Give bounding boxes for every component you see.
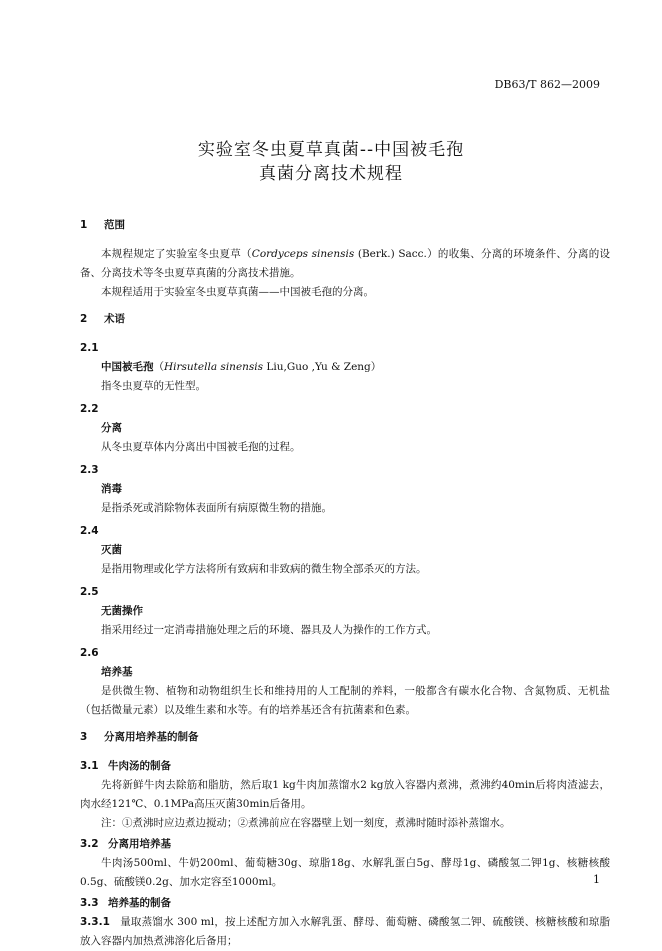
beef-broth-paragraph: 先将新鲜牛肉去除筋和脂肪，然后取1 kg牛肉加蒸馏水2 kg放入容器内煮沸，煮沸约40min后将肉渣滤去，肉水经121℃、0.1MPa高压灭菌30min后备用。 <box>80 779 610 810</box>
latin-name: Cordyceps sinensis <box>251 248 355 260</box>
term-entry <box>80 339 610 396</box>
term-number: 2.5 <box>80 586 99 598</box>
subsection-title: 培养基的制备 <box>108 897 171 909</box>
subsection-3-2-heading <box>80 835 610 854</box>
title-line-2: 真菌分离技术规程 <box>259 164 403 184</box>
section-1-heading <box>80 216 610 235</box>
subsection-3-3-heading <box>80 894 610 913</box>
term-number: 2.1 <box>80 342 99 354</box>
scope-paragraph-1 <box>80 245 610 283</box>
document-title <box>0 138 662 186</box>
subsection-number: 3.1 <box>80 760 99 772</box>
subsection-title: 分离用培养基 <box>108 838 171 850</box>
subsection-number: 3.2 <box>80 838 99 850</box>
document-body <box>80 214 610 951</box>
title-line-1: 实验室冬虫夏草真菌--中国被毛孢 <box>197 140 465 160</box>
term-name: 培养基 <box>101 666 133 678</box>
term-name: 灭菌 <box>101 544 122 556</box>
term-definition: 是指杀死或消除物体表面所有病原微生物的措施。 <box>101 502 332 514</box>
beef-broth-note: 注：①煮沸时应边煮边搅动；②煮沸前应在容器壁上划一刻度，煮沸时随时添补蒸馏水。 <box>101 817 511 829</box>
term-entry <box>80 644 610 720</box>
term-entry <box>80 522 610 579</box>
clause-3-3-1 <box>80 913 610 951</box>
section-title: 范围 <box>104 219 125 231</box>
scope-paragraph-2: 本规程适用于实验室冬虫夏草真菌——中国被毛孢的分离。 <box>101 286 374 298</box>
section-3-heading <box>80 728 610 747</box>
term-definition: 是供微生物、植物和动物组织生长和维持用的人工配制的养料，一般都含有碳水化合物、含氮物质、无机盐（包括微量元素）以及维生素和水等。有的培养基还含有抗菌素和色素。 <box>80 685 610 716</box>
text-span: 中国被毛孢 <box>101 361 154 373</box>
section-2-heading <box>80 310 610 329</box>
term-number: 2.6 <box>80 647 99 659</box>
term-number: 2.4 <box>80 525 99 537</box>
subsection-3-1-heading <box>80 757 610 776</box>
term-definition: 指冬虫夏草的无性型。 <box>101 380 206 392</box>
latin-name: Hirsutella sinensis <box>164 361 264 373</box>
term-definition: 是指用物理或化学方法将所有致病和非致病的微生物全部杀灭的方法。 <box>101 563 427 575</box>
term-name: 无菌操作 <box>101 605 143 617</box>
term-entry <box>80 461 610 518</box>
section-title: 分离用培养基的制备 <box>104 731 199 743</box>
page-number: 1 <box>593 873 600 886</box>
clause-text: 量取蒸馏水 300 ml，按上述配方加入水解乳蛋、酵母、葡萄糖、磷酸氢二钾、硫酸镁、核糖核酸和琼脂放入容器内加热煮沸溶化后备用； <box>80 916 610 947</box>
section-number: 2 <box>80 313 88 325</box>
section-number: 1 <box>80 219 88 231</box>
text-span: Liu,Guo ,Yu & Zeng） <box>263 361 382 373</box>
doc-number: DB63/T 862—2009 <box>494 78 600 91</box>
term-entry <box>80 583 610 640</box>
term-name <box>80 358 610 377</box>
clause-number <box>80 916 120 928</box>
term-name: 分离 <box>101 422 122 434</box>
text-span: （ <box>153 361 164 373</box>
text-span: (Berk.) Sacc.）的收集、分离的环境条件、分离的设备、分离技术等冬虫夏草真菌的分离技术措施。 <box>80 248 610 279</box>
term-number: 2.2 <box>80 403 99 415</box>
section-number: 3 <box>80 731 88 743</box>
section-title: 术语 <box>104 313 125 325</box>
term-number: 2.3 <box>80 464 99 476</box>
text-span: 3.3.1 <box>80 916 110 928</box>
text-span: 本规程规定了实验室冬虫夏草（ <box>101 248 252 260</box>
text-span <box>154 361 382 373</box>
subsection-title: 牛肉汤的制备 <box>108 760 171 772</box>
term-definition: 从冬虫夏草体内分离出中国被毛孢的过程。 <box>101 441 301 453</box>
subsection-number: 3.3 <box>80 897 99 909</box>
medium-formula-paragraph: 牛肉汤500ml、牛奶200ml、葡萄糖30g、琼脂18g、水解乳蛋白5g、酵母1g、磷酸氢二钾1g、核糖核酸0.5g、硫酸镁0.2g、加水定容至1000ml。 <box>80 857 610 888</box>
term-definition: 指采用经过一定消毒措施处理之后的环境、器具及人为操作的工作方式。 <box>101 624 437 636</box>
term-entry <box>80 400 610 457</box>
term-name: 消毒 <box>101 483 122 495</box>
